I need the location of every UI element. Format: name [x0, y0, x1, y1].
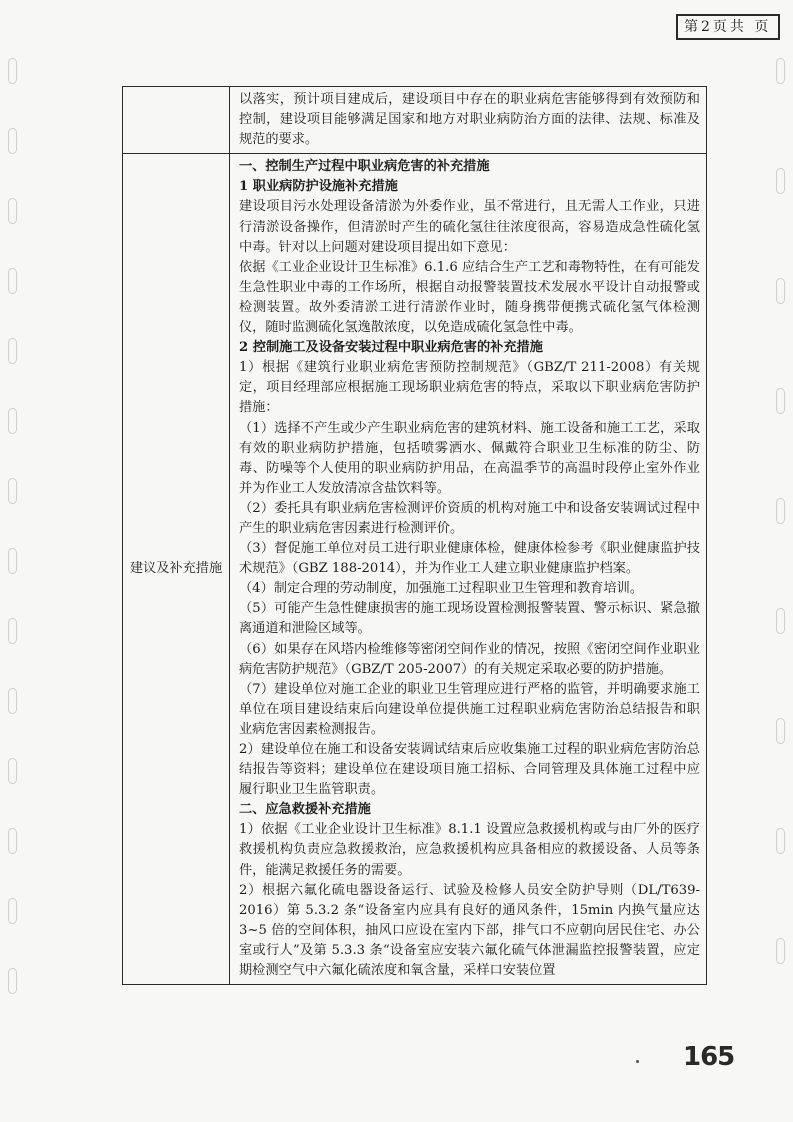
binder-hole: [776, 718, 785, 744]
measure-paragraph: （5）可能产生急性健康损害的施工现场设置检测报警装置、警示标识、紧急撤离通道和泄险区域等。: [239, 601, 700, 637]
binder-hole: [776, 278, 785, 304]
measure-paragraph: 2）建设单位在施工和设备安装调试结束后应收集施工过程的职业病危害防治总结报告等资料；建设单位在建设项目施工招标、合同管理及具体施工过程中应履行职业卫生监管职责。: [239, 742, 700, 798]
binder-hole: [8, 198, 17, 224]
binder-hole: [8, 478, 17, 504]
binder-hole: [8, 548, 17, 574]
binder-hole: [776, 58, 785, 84]
section-heading: 一、控制生产过程中职业病危害的补充措施: [239, 159, 490, 175]
measure-paragraph: 依据《工业企业设计卫生标准》6.1.6 应结合生产工艺和毒物特性，在有可能发生急性职业中毒的工作场所，根据自动报警装置技术发展水平设计自动报警或检测装置。故外委清淤工进行清淤作业时，随身携带便携式硫化氢气体检测仪，随时监测硫化氢逸散浓度，以免造成硫化氢急性中毒。: [239, 259, 700, 336]
binder-hole: [776, 168, 785, 194]
binder-hole: [8, 128, 17, 154]
section-heading: 二、应急救援补充措施: [239, 802, 371, 818]
binder-hole: [776, 498, 785, 524]
binder-hole: [8, 268, 17, 294]
table-row: [123, 154, 707, 985]
measure-paragraph: 2）根据六氟化硫电器设备运行、试验及检修人员安全防护导则（DL/T639-2016）第 5.3.2 条“设备室内应具有良好的通风条件，15min 内换气量应达 3~5 倍的空间体积，抽风口应设在室内下部，排气口不应朝向居民住宅、办公室或行人”及第 5.3.3 条“设备室应安装六氟化硫气体泄漏监控报警装置，应定期检测空气中六氟化硫浓度和氧含量，采样口安装位置: [239, 882, 700, 979]
measure-paragraph: （4）制定合理的劳动制度，加强施工过程职业卫生管理和教育培训。: [239, 581, 644, 597]
conclusion-paragraph: 以落实，预计项目建成后，建设项目中存在的职业病危害能够得到有效预防和控制，建设项目能够满足国家和地方对职业病防治方面的法律、法规、标准及规范的要求。: [239, 92, 700, 148]
binder-hole: [776, 828, 785, 854]
section-heading: 1 职业病防护设施补充措施: [239, 179, 398, 195]
binder-hole: [8, 338, 17, 364]
binder-hole: [8, 968, 17, 994]
binder-hole: [8, 688, 17, 714]
binder-hole: [8, 828, 17, 854]
measures-table: [122, 86, 707, 985]
measure-paragraph: （1）选择不产生或少产生职业病危害的建筑材料、施工设备和施工工艺，采取有效的职业病防护措施，包括喷雾洒水、佩戴符合职业卫生标准的防尘、防毒、防噪等个人使用的职业病防护用品，在高温季节的高温时段停止室外作业并为作业工人发放清凉含盐饮料等。: [239, 420, 700, 496]
binder-hole: [776, 938, 785, 964]
binder-hole: [8, 898, 17, 924]
measure-paragraph: 建设项目污水处理设备清淤为外委作业，虽不常进行，且无需人工作业，只进行清淤设备操作，但清淤时产生的硫化氢往往浓度很高，容易造成急性硫化氢中毒。针对以上问题对建设项目提出如下意见：: [239, 199, 700, 255]
measure-paragraph: （3）督促施工单位对员工进行职业健康体检，健康体检参考《职业健康监护技术规范》（GBZ 188-2014），并为作业工人建立职业健康监护档案。: [239, 541, 700, 577]
empty-label-cell: [123, 87, 230, 154]
binder-hole: [8, 758, 17, 784]
measure-paragraph: （6）如果存在风塔内检维修等密闭空间作业的情况，按照《密闭空间作业职业病危害防护规范》（GBZ/T 205-2007）的有关规定采取必要的防护措施。: [239, 641, 700, 677]
measures-body: [230, 154, 707, 985]
binder-hole: [776, 388, 785, 414]
measure-paragraph: （7）建设单位对施工企业的职业卫生管理应进行严格的监管，并明确要求施工单位在项目建设结束后向建设单位提供施工过程职业病危害防治总结报告和职业病危害因素检测报告。: [239, 681, 700, 737]
conclusion-text: [230, 87, 707, 154]
measure-paragraph: （2）委托具有职业病危害检测评价资质的机构对施工中和设备安装调试过程中产生的职业病危害因素进行检测评价。: [239, 500, 700, 536]
table-row: [123, 87, 707, 154]
binder-hole: [8, 408, 17, 434]
binder-hole: [8, 58, 17, 84]
binder-hole: [8, 618, 17, 644]
handwritten-page-number: 165: [683, 1042, 735, 1072]
section-heading: 2 控制施工及设备安装过程中职业病危害的补充措施: [239, 340, 543, 356]
page-count-stamp: 第2页共 页: [676, 14, 780, 40]
binder-hole: [776, 608, 785, 634]
measure-paragraph: 1）依据《工业企业设计卫生标准》8.1.1 设置应急救援机构或与由厂外的医疗救援机构负责应急救援救治，应急救援机构应具备相应的救援设备、人员等条件，能满足救援任务的需要。: [239, 822, 700, 878]
page-mark: [636, 1060, 639, 1063]
row-label: 建议及补充措施: [123, 154, 230, 985]
measure-paragraph: 1）根据《建筑行业职业病危害预防控制规范》（GBZ/T 211-2008）有关规定，项目经理部应根据施工现场职业病危害的特点，采取以下职业病危害防护措施：: [239, 360, 700, 416]
